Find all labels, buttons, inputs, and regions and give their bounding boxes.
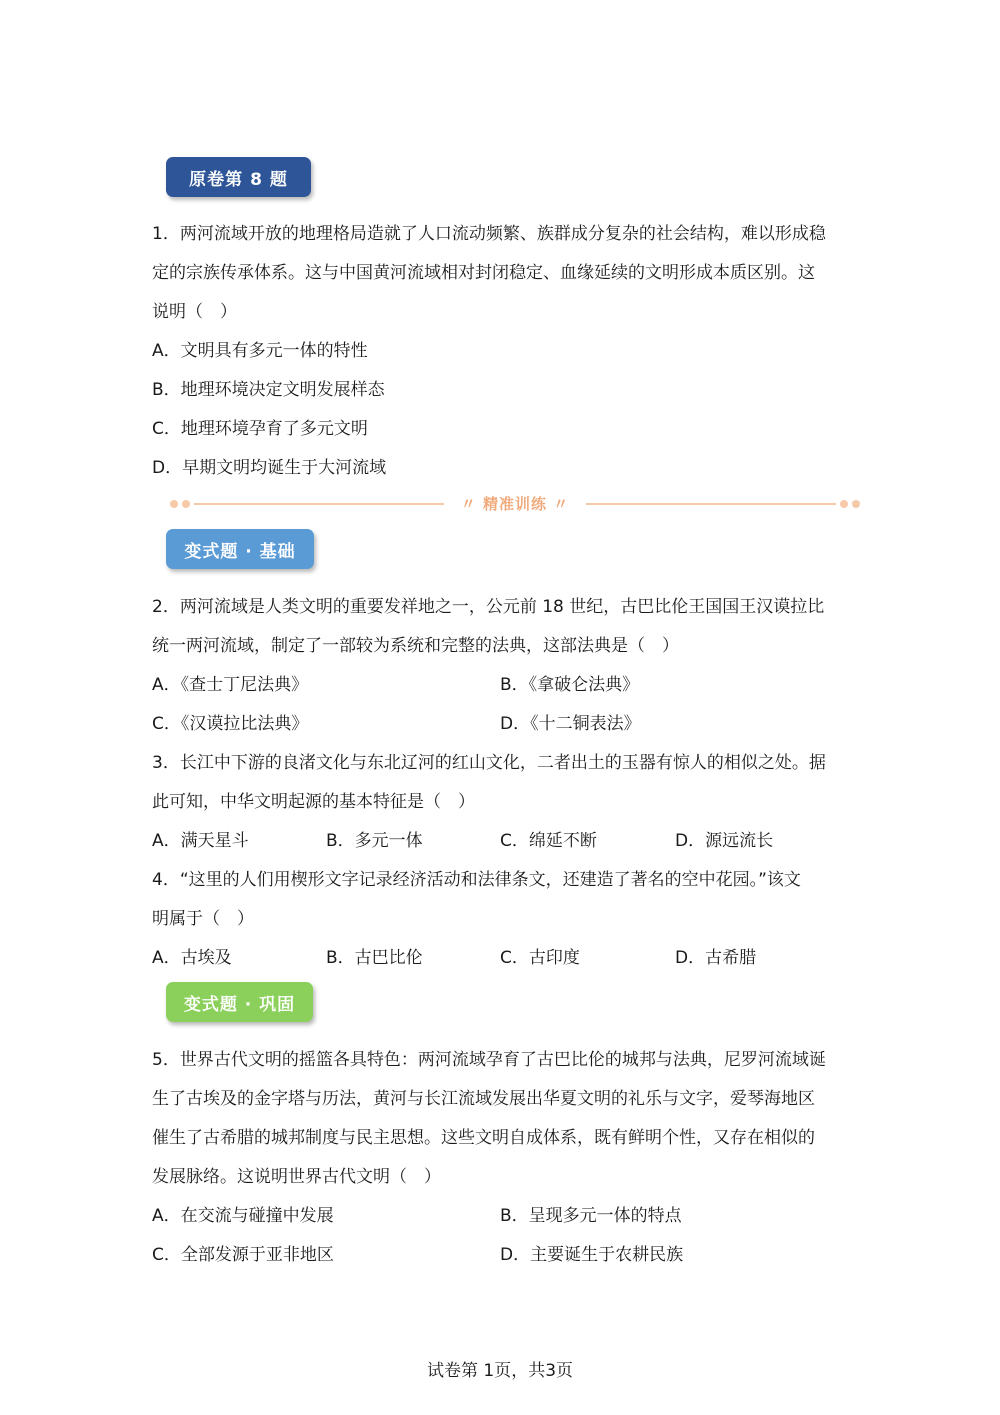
- divider-dot-left-2: [182, 500, 190, 508]
- q3-option-a: A．满天星斗: [152, 831, 249, 851]
- divider-title: 〃 精准训练 〃: [460, 495, 570, 513]
- divider-rule-right: [586, 503, 836, 505]
- q5-line-4: 发展脉络。这说明世界古代文明（ ）: [152, 1167, 441, 1187]
- q1-line-1: 1．两河流域开放的地理格局造就了人口流动频繁、族群成分复杂的社会结构，难以形成稳: [152, 224, 826, 244]
- q3-line-2: 此可知，中华文明起源的基本特征是（ ）: [152, 792, 475, 812]
- q2-line-1: 2．两河流域是人类文明的重要发祥地之一，公元前 18 世纪，古巴比伦王国国王汉谟拉比: [152, 597, 825, 617]
- q4-option-d: D．古希腊: [675, 948, 757, 968]
- q5-option-d: D．主要诞生于农耕民族: [500, 1245, 684, 1265]
- original-question-badge: 原卷第 8 题: [166, 157, 311, 197]
- q4-option-a: A．古埃及: [152, 948, 232, 968]
- variant-consolidate-badge: 变式题 · 巩固: [166, 982, 313, 1022]
- q1-option-c: C．地理环境孕育了多元文明: [152, 419, 368, 439]
- q4-option-b: B．古巴比伦: [326, 948, 423, 968]
- q3-option-d: D．源远流长: [675, 831, 774, 851]
- divider-dot-right-2: [852, 500, 860, 508]
- q3-option-c: C．绵延不断: [500, 831, 597, 851]
- q5-option-a: A．在交流与碰撞中发展: [152, 1206, 334, 1226]
- q1-option-d: D．早期文明均诞生于大河流域: [152, 458, 387, 478]
- q2-option-d: D．《十二铜表法》: [500, 714, 641, 734]
- section-divider: [170, 493, 860, 515]
- q1-option-a: A．文明具有多元一体的特性: [152, 341, 368, 361]
- q2-option-b: B．《拿破仑法典》: [500, 675, 640, 695]
- q5-option-b: B．呈现多元一体的特点: [500, 1206, 682, 1226]
- q4-line-2: 明属于（ ）: [152, 909, 254, 929]
- q2-option-c: C．《汉谟拉比法典》: [152, 714, 309, 734]
- q5-option-c: C．全部发源于亚非地区: [152, 1245, 334, 1265]
- divider-dot-right: [840, 500, 848, 508]
- divider-dot-left: [170, 500, 178, 508]
- q1-line-3: 说明（ ）: [152, 302, 237, 322]
- q5-line-1: 5．世界古代文明的摇篮各具特色：两河流域孕育了古巴比伦的城邦与法典，尼罗河流域诞: [152, 1050, 826, 1070]
- q2-line-2: 统一两河流域，制定了一部较为系统和完整的法典，这部法典是（ ）: [152, 636, 679, 656]
- q5-line-3: 催生了古希腊的城邦制度与民主思想。这些文明自成体系，既有鲜明个性，又存在相似的: [152, 1128, 815, 1148]
- q3-option-b: B．多元一体: [326, 831, 423, 851]
- page-footer: 试卷第 1页，共3页: [426, 1361, 574, 1381]
- q4-option-c: C．古印度: [500, 948, 580, 968]
- q1-line-2: 定的宗族传承体系。这与中国黄河流域相对封闭稳定、血缘延续的文明形成本质区别。这: [152, 263, 815, 283]
- variant-basic-badge: 变式题 · 基础: [166, 529, 314, 569]
- q5-line-2: 生了古埃及的金字塔与历法，黄河与长江流域发展出华夏文明的礼乐与文字，爱琴海地区: [152, 1089, 815, 1109]
- q4-line-1: 4．“这里的人们用楔形文字记录经济活动和法律条文，还建造了著名的空中花园。”该文: [152, 870, 801, 890]
- q1-option-b: B．地理环境决定文明发展样态: [152, 380, 385, 400]
- divider-rule-left: [194, 503, 444, 505]
- q3-line-1: 3．长江中下游的良渚文化与东北辽河的红山文化，二者出土的玉器有惊人的相似之处。据: [152, 753, 826, 773]
- q2-option-a: A．《查士丁尼法典》: [152, 675, 309, 695]
